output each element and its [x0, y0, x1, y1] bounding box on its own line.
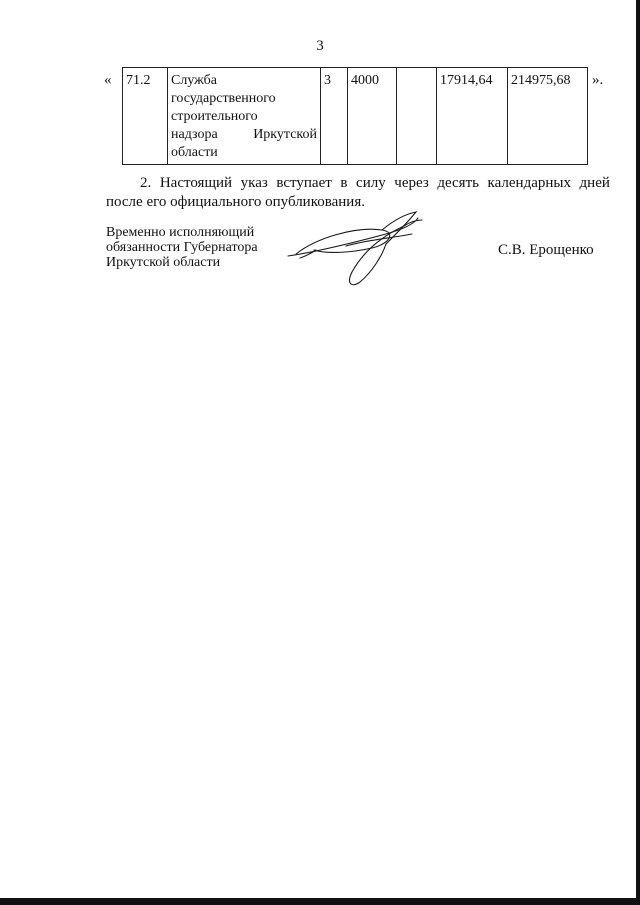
signer-title-line-3: Иркутской области [106, 255, 221, 270]
open-quote: « [104, 72, 112, 88]
paragraph-word: в [340, 175, 348, 191]
handwritten-signature [286, 208, 436, 288]
name-line-1: Служба [171, 73, 217, 88]
name-line-3: строительного [171, 109, 258, 124]
name-line-4-word-1: надзора [171, 127, 218, 142]
table-row [123, 68, 588, 165]
signer-title [106, 225, 258, 270]
column-c-cell [397, 68, 437, 165]
page-number: 3 [316, 38, 324, 54]
scan-edge-right [636, 0, 640, 905]
name-line-4 [171, 126, 317, 144]
column-a-cell: 3 [321, 68, 348, 165]
paragraph-word: силу [356, 175, 386, 191]
paragraph-word: указ [240, 175, 268, 191]
paragraph-word: дней [579, 175, 610, 191]
paragraph-word: десять [437, 175, 479, 191]
column-e-cell: 214975,68 [508, 68, 588, 165]
signer-title-line-2: обязанности Губернатора [106, 240, 258, 255]
paragraph-word: Настоящий [159, 175, 233, 191]
name-line-5: области [171, 145, 218, 160]
column-d-cell: 17914,64 [437, 68, 508, 165]
name-line-2: государственного [171, 91, 276, 106]
paragraph-line-2: после его официального опубликования. [106, 194, 365, 210]
row-number-cell: 71.2 [123, 68, 168, 165]
signer-name: С.В. Ерощенко [498, 242, 594, 258]
signer-title-line-1: Временно исполняющий [106, 225, 255, 240]
paragraph-word: календарных [487, 175, 571, 191]
paragraph-word: через [394, 175, 429, 191]
decree-paragraph [106, 174, 610, 212]
paragraph-line-1 [106, 174, 610, 193]
amendment-table [122, 67, 588, 165]
name-line-4-word-2: Иркутской [253, 127, 317, 142]
close-quote: ». [592, 72, 604, 88]
scan-edge-bottom [0, 898, 640, 905]
paragraph-word: 2. [140, 175, 152, 191]
paragraph-word: вступает [276, 175, 332, 191]
column-b-cell: 4000 [348, 68, 397, 165]
row-name-cell [168, 68, 321, 165]
